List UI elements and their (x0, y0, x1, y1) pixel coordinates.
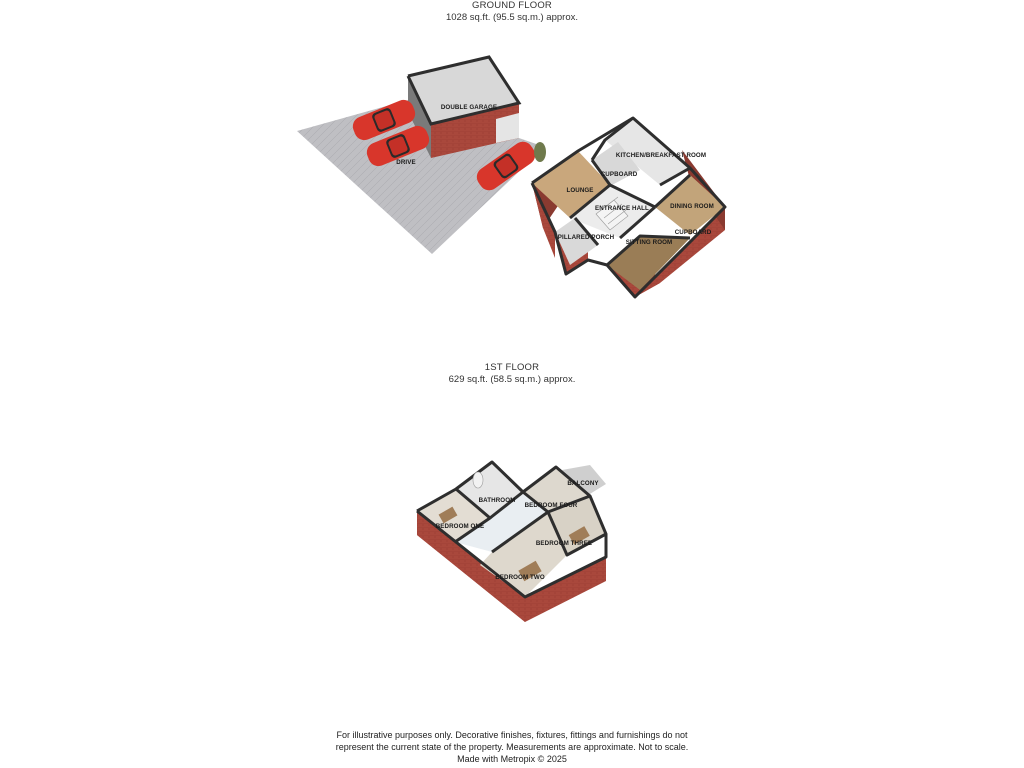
room-label-cupboard-upper: CUPBOARD (600, 171, 638, 178)
room-label-pillared-porch: PILLARED PORCH (557, 234, 615, 241)
plant-icon (534, 142, 546, 162)
disclaimer (0, 729, 1024, 765)
room-label-lounge: LOUNGE (566, 187, 594, 194)
room-label-kitchen: KITCHEN/BREAKFAST ROOM (615, 152, 707, 159)
room-label-cupboard-lower: CUPBOARD (674, 229, 712, 236)
first-floor-area: 629 sq.ft. (58.5 sq.m.) approx. (448, 374, 576, 385)
disclaimer-line-2: represent the current state of the property. Measurements are approximate. Not to scale. (335, 742, 689, 752)
room-label-bedroom-one: BEDROOM ONE (435, 523, 485, 530)
room-label-bedroom-four: BEDROOM FOUR (524, 502, 578, 509)
ground-floor-area: 1028 sq.ft. (95.5 sq.m.) approx. (445, 12, 578, 23)
first-floor-title: 1ST FLOOR (484, 362, 540, 373)
room-label-bedroom-two: BEDROOM TWO (495, 574, 545, 581)
credit-line: Made with Metropix © 2025 (457, 754, 567, 764)
room-label-sitting-room: SITTING ROOM (625, 239, 673, 246)
room-label-entrance-hall: ENTRANCE HALL (595, 205, 649, 212)
ground-floor-plan (297, 57, 725, 297)
room-label-drive: DRIVE (396, 159, 416, 166)
room-label-bedroom-three: BEDROOM THREE (535, 540, 593, 547)
room-label-balcony: BALCONY (567, 480, 599, 487)
ground-floor-title: GROUND FLOOR (472, 0, 552, 11)
bath-icon (473, 472, 483, 488)
first-floor-plan (417, 462, 606, 622)
room-label-dining-room: DINING ROOM (670, 203, 714, 210)
room-label-bathroom: BATHROOM (478, 497, 516, 504)
room-label-double-garage: DOUBLE GARAGE (440, 104, 498, 111)
disclaimer-line-1: For illustrative purposes only. Decorative finishes, fixtures, fittings and furnishings do not (336, 730, 688, 740)
